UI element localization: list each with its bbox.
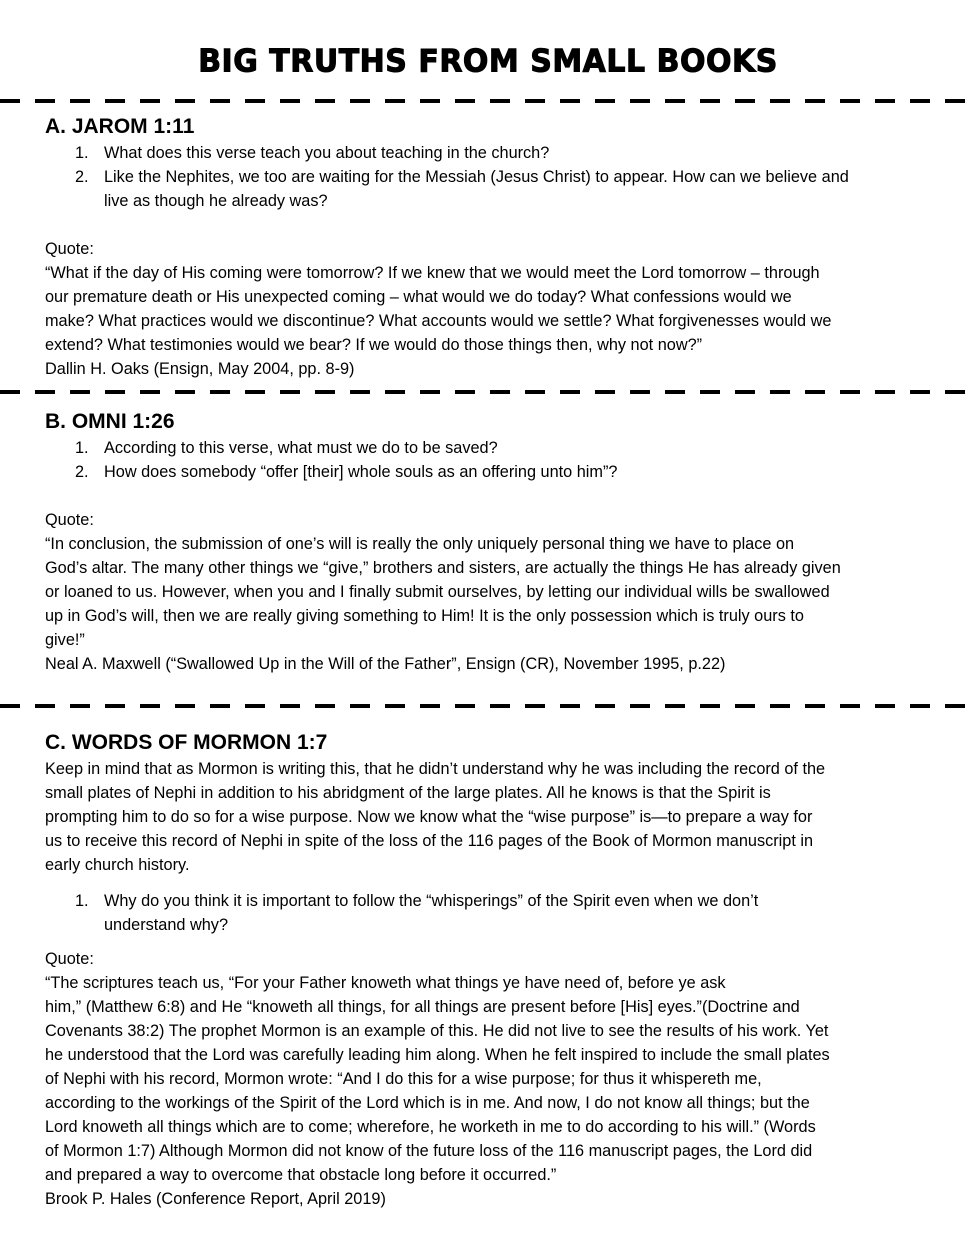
question-item <box>45 141 945 165</box>
quote-label: Quote: <box>45 950 94 968</box>
quote-line: up in God’s will, then we are really giving something to Him! It is the only possession which is truly ours to <box>45 607 804 625</box>
spacer <box>45 213 945 237</box>
question-text: According to this verse, what must we do to be saved? <box>104 439 498 457</box>
section-jarom <box>45 113 945 381</box>
quote-line: and prepared a way to overcome that obstacle long before it occurred.” <box>45 1166 557 1184</box>
question-text: What does this verse teach you about teaching in the church? <box>104 144 550 162</box>
quote-attribution: Dallin H. Oaks (Ensign, May 2004, pp. 8-9) <box>45 360 355 378</box>
question-text: live as though he already was? <box>104 192 328 210</box>
question-text: Like the Nephites, we too are waiting for the Messiah (Jesus Christ) to appear. How can we believe and <box>104 168 849 186</box>
quote-line: make? What practices would we discontinue? What accounts would we settle? What forgivenesses would we <box>45 312 832 330</box>
quote-line: God’s altar. The many other things we “give,” brothers and sisters, are actually the things He has already given <box>45 559 841 577</box>
quote-label: Quote: <box>45 511 94 529</box>
quote-line: “In conclusion, the submission of one’s will is really the only uniquely personal thing we have to place on <box>45 535 795 553</box>
quote-attribution: Neal A. Maxwell (“Swallowed Up in the Will of the Father”, Ensign (CR), November 1995, p.22) <box>45 655 726 673</box>
question-item <box>45 436 945 460</box>
section-words-of-mormon <box>45 729 945 1211</box>
quote-line: extend? What testimonies would we bear? If we would do those things then, why not now?” <box>45 336 703 354</box>
question-number <box>75 189 104 213</box>
section-omni <box>45 408 945 676</box>
section-heading: C. WORDS OF MORMON 1:7 <box>45 731 328 754</box>
spacer <box>45 937 945 947</box>
quote-line: Lord knoweth all things which are to come; wherefore, he worketh in me to do according to his will.” (Words <box>45 1118 816 1136</box>
quote-line: of Mormon 1:7) Although Mormon did not know of the future loss of the 116 manuscript pages, the Lord did <box>45 1142 813 1160</box>
intro-line: us to receive this record of Nephi in spite of the loss of the 116 pages of the Book of Mormon manuscript in <box>45 832 814 850</box>
quote-line: “What if the day of His coming were tomorrow? If we knew that we would meet the Lord tomorrow – through <box>45 264 820 282</box>
page-title: BIG TRUTHS FROM SMALL BOOKS <box>198 43 778 80</box>
question-item <box>45 913 945 937</box>
section-heading: A. JAROM 1:11 <box>45 115 195 138</box>
intro-line: early church history. <box>45 856 190 874</box>
quote-line: according to the workings of the Spirit of the Lord which is in me. And now, I do not know all things; but the <box>45 1094 810 1112</box>
intro-line: prompting him to do so for a wise purpose. Now we know what the “wise purpose” is—to prepare a way for <box>45 808 813 826</box>
quote-line: give!” <box>45 631 85 649</box>
quote-line: or loaned to us. However, when you and I finally submit ourselves, by letting our individual wills be swallowed <box>45 583 830 601</box>
dashed-divider <box>0 99 976 103</box>
intro-line: Keep in mind that as Mormon is writing this, that he didn’t understand why he was including the record of the <box>45 760 826 778</box>
question-number: 1. <box>75 144 89 162</box>
dashed-divider <box>0 704 976 708</box>
question-item <box>45 165 945 189</box>
quote-attribution: Brook P. Hales (Conference Report, April 2019) <box>45 1190 386 1208</box>
question-text: Why do you think it is important to follow the “whisperings” of the Spirit even when we don’t <box>104 892 759 910</box>
question-text: How does somebody “offer [their] whole souls as an offering unto him”? <box>104 463 618 481</box>
quote-line: our premature death or His unexpected coming – what would we do today? What confessions would we <box>45 288 792 306</box>
dashed-divider <box>0 390 976 394</box>
quote-line: him,” (Matthew 6:8) and He “knoweth all things, for all things are present before [His] eyes.”(Doctrine and <box>45 998 800 1016</box>
intro-line: small plates of Nephi in addition to his abridgment of the large plates. All he knows is that the Spirit is <box>45 784 771 802</box>
quote-line: of Nephi with his record, Mormon wrote: “And I do this for a wise purpose; for thus it whispereth me, <box>45 1070 762 1088</box>
quote-label: Quote: <box>45 240 94 258</box>
spacer <box>45 484 945 508</box>
question-text: understand why? <box>104 916 229 934</box>
section-heading: B. OMNI 1:26 <box>45 410 175 433</box>
question-number: 2. <box>75 168 89 186</box>
spacer <box>45 877 945 889</box>
question-item <box>45 189 945 213</box>
question-item <box>45 889 945 913</box>
quote-line: “The scriptures teach us, “For your Father knoweth what things ye have need of, before ye ask <box>45 974 726 992</box>
question-number: 1. <box>75 892 89 910</box>
question-number: 2. <box>75 463 89 481</box>
question-item <box>45 460 945 484</box>
question-number: 1. <box>75 439 89 457</box>
quote-line: he understood that the Lord was carefully leading him along. When he felt inspired to include the small plates <box>45 1046 830 1064</box>
quote-line: Covenants 38:2) The prophet Mormon is an example of this. He did not live to see the results of his work. Yet <box>45 1022 829 1040</box>
question-number <box>75 913 104 937</box>
